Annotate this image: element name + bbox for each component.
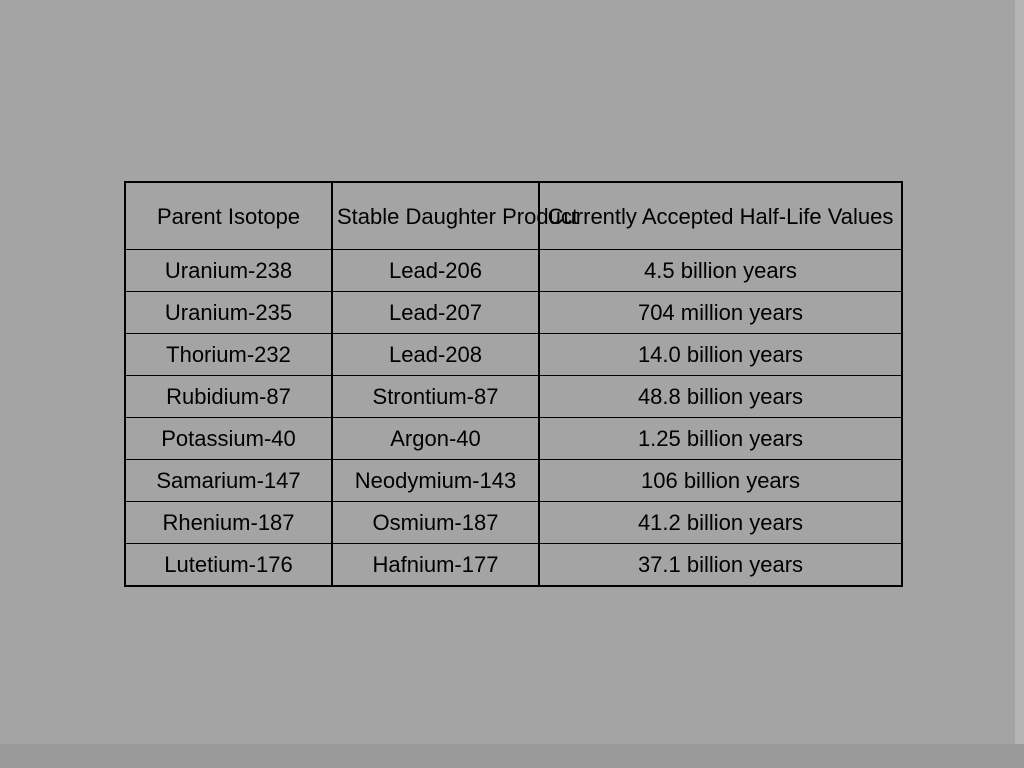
- table-row: [125, 334, 902, 376]
- table-row: [125, 376, 902, 418]
- daughter-product-cell: Osmium-187: [332, 502, 539, 544]
- half-life-cell: 41.2 billion years: [539, 502, 902, 544]
- daughter-product-cell: Neodymium-143: [332, 460, 539, 502]
- parent-isotope-cell: Potassium-40: [125, 418, 332, 460]
- parent-isotope-cell: Uranium-235: [125, 292, 332, 334]
- parent-isotope-cell: Uranium-238: [125, 250, 332, 292]
- daughter-product-cell: Lead-207: [332, 292, 539, 334]
- parent-isotope-cell: Rhenium-187: [125, 502, 332, 544]
- right-edge-strip: [1015, 0, 1024, 768]
- table-row: [125, 544, 902, 587]
- half-life-cell: 704 million years: [539, 292, 902, 334]
- table-row: [125, 460, 902, 502]
- daughter-product-cell: Hafnium-177: [332, 544, 539, 587]
- parent-isotope-cell: Rubidium-87: [125, 376, 332, 418]
- daughter-product-cell: Argon-40: [332, 418, 539, 460]
- header-parent-isotope: Parent Isotope: [125, 182, 332, 250]
- header-half-life-values: Currently Accepted Half-Life Values: [539, 182, 902, 250]
- table-row: [125, 250, 902, 292]
- table-body: [125, 250, 902, 587]
- table-row: [125, 292, 902, 334]
- bottom-edge-strip: [0, 744, 1024, 768]
- header-stable-daughter-product: Stable Daughter Product: [332, 182, 539, 250]
- header-row: [125, 182, 902, 250]
- table-row: [125, 502, 902, 544]
- parent-isotope-cell: Samarium-147: [125, 460, 332, 502]
- daughter-product-cell: Lead-208: [332, 334, 539, 376]
- half-life-cell: 4.5 billion years: [539, 250, 902, 292]
- half-life-cell: 106 billion years: [539, 460, 902, 502]
- parent-isotope-cell: Lutetium-176: [125, 544, 332, 587]
- half-life-cell: 14.0 billion years: [539, 334, 902, 376]
- half-life-cell: 48.8 billion years: [539, 376, 902, 418]
- half-life-cell: 37.1 billion years: [539, 544, 902, 587]
- table-row: [125, 418, 902, 460]
- table-header: [125, 182, 902, 250]
- half-life-cell: 1.25 billion years: [539, 418, 902, 460]
- isotope-half-life-table: [124, 181, 903, 587]
- daughter-product-cell: Lead-206: [332, 250, 539, 292]
- parent-isotope-cell: Thorium-232: [125, 334, 332, 376]
- daughter-product-cell: Strontium-87: [332, 376, 539, 418]
